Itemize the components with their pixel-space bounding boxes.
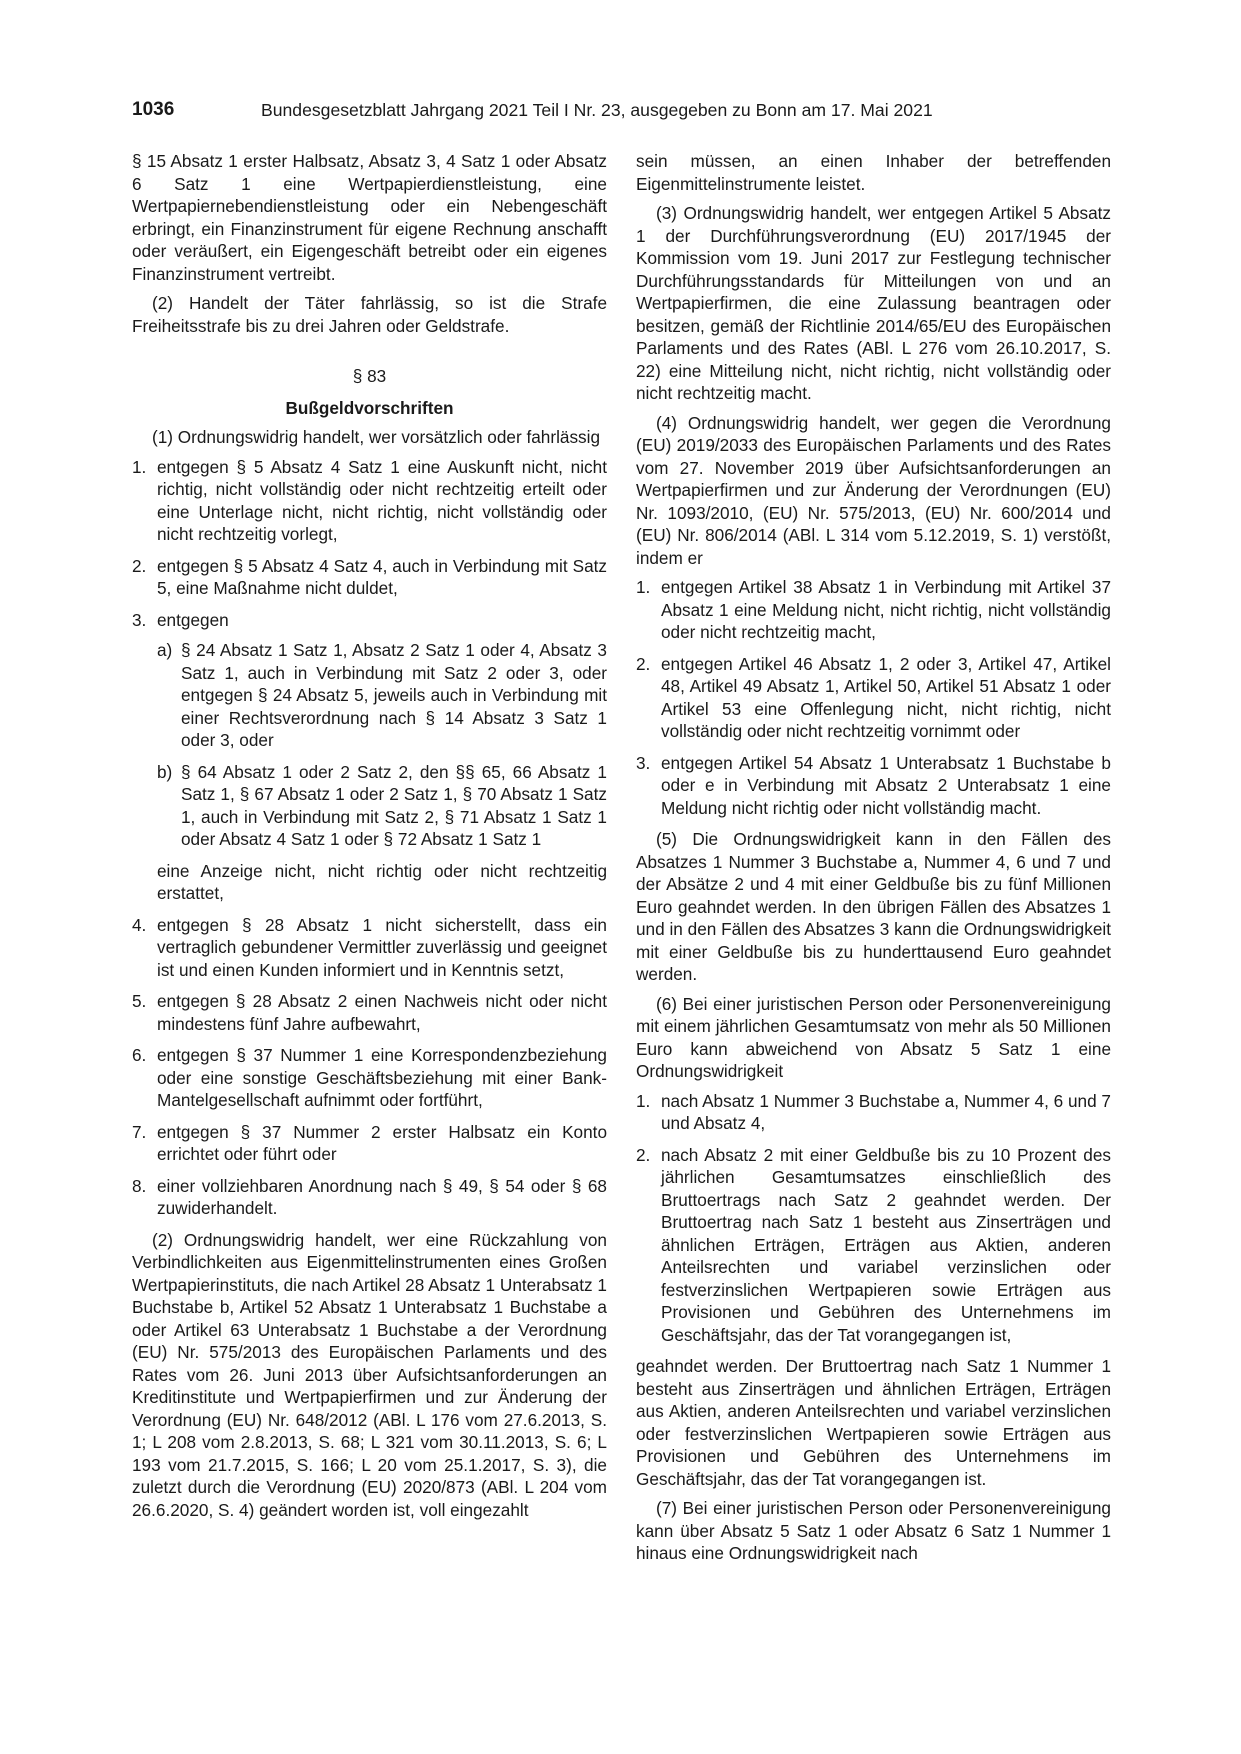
paragraph-abs3: (3) Ordnungswidrig handelt, wer entgegen Artikel 5 Absatz 1 der Durchführungsverordnung (EU) 2017/1945 der Kommission vom 19. Juni 2017 zur Festlegung technischer Durchführungsstandards für Mitteilungen von und an Wertpapierfirmen, die eine Zulassung beantragen oder besitzen, gemäß der Richtlinie 2014/65/EU des Europäischen Parlaments und des Rates (ABl. L 276 vom 26.10.2017, S. 22) eine Mitteilung nicht, nicht richtig, nicht vollständig oder nicht rechtzeitig macht.	[636, 203, 1111, 403]
paragraph-abs1: (1) Ordnungswidrig handelt, wer vorsätzlich oder fahrlässig	[152, 427, 601, 447]
right-column	[636, 150, 1111, 1572]
list-number: 5.	[132, 991, 147, 1011]
list-number: 1.	[636, 1090, 651, 1111]
list-number: 2.	[132, 555, 147, 576]
list-text: entgegen § 28 Absatz 1 nicht sicherstellt, dass ein vertraglich gebundener Vermittler zuverlässig und geeignet ist und einen Kunden informiert und in Kenntnis setzt,	[157, 914, 607, 980]
list-text: entgegen	[157, 609, 229, 630]
sub-list	[157, 639, 607, 851]
list-item	[132, 609, 607, 905]
paragraph-abs6-tail: geahndet werden. Der Bruttoertrag nach Satz 1 Nummer 1 besteht aus Zinserträgen und ähnlichen Erträgen, Erträgen aus Aktien, anderen Anteilsrechten und variabel verzinslichen oder festverzinslichen Wertpapieren sowie Erträgen aus Provisionen und Gebühren des Unternehmens im Geschäftsjahr, das der Tat vorangegangen ist.	[636, 1356, 1111, 1489]
list-number: 1.	[636, 577, 651, 597]
list-number: 2.	[636, 653, 651, 674]
list-text: entgegen § 5 Absatz 4 Satz 4, auch in Verbindung mit Satz 5, eine Maßnahme nicht duldet,	[157, 555, 607, 598]
list-text: entgegen § 28 Absatz 2 einen Nachweis nicht oder nicht mindestens fünf Jahre aufbewahrt,	[157, 991, 607, 1034]
list-text: entgegen Artikel 38 Absatz 1 in Verbindung mit Artikel 37 Absatz 1 eine Meldung nicht, nicht richtig, nicht vollständig oder nicht rechtzeitig macht,	[661, 577, 1111, 642]
abs4-list	[636, 576, 1111, 819]
list-item	[132, 1121, 607, 1166]
section-title: Bußgeldvorschriften	[285, 397, 454, 418]
list-text: nach Absatz 2 mit einer Geldbuße bis zu 10 Prozent des jährlichen Gesamtumsatzes einschließlich des Bruttoertrags nach Satz 2 geahndet werden. Der Bruttoertrag nach Satz 1 besteht aus Zinserträgen und ähnlichen Erträgen, Erträgen aus Aktien, anderen Anteilsrechten und variabel verzinslichen oder festverzinslichen Wertpapieren sowie Erträgen aus Provisionen und Gebühren des Unternehmens im Geschäftsjahr, das der Tat vorangegangen ist,	[661, 1144, 1111, 1345]
list-item	[636, 653, 1111, 743]
list-number: 2.	[636, 1144, 651, 1165]
paragraph-abs2-negligence: (2) Handelt der Täter fahrlässig, so ist die Strafe Freiheitsstrafe bis zu drei Jahren oder Geldstrafe.	[132, 293, 607, 336]
paragraph-abs5: (5) Die Ordnungswidrigkeit kann in den Fällen des Absatzes 1 Nummer 3 Buchstabe a, Nummer 4, 6 und 7 und der Absätze 2 und 4 mit einer Geldbuße bis zu fünf Millionen Euro geahndet werden. In den übrigen Fällen des Absatzes 1 und in den Fällen des Absatzes 3 kann die Ordnungswidrigkeit mit einer Geldbuße bis zu hunderttausend Euro geahndet werden.	[636, 829, 1111, 984]
page-number: 1036	[132, 99, 175, 120]
page-header	[132, 99, 1112, 129]
list-item	[132, 1044, 607, 1112]
sub-list-item	[157, 639, 607, 752]
sub-list-letter: a)	[157, 640, 173, 660]
list-text: entgegen § 37 Nummer 2 erster Halbsatz ein Konto errichtet oder führt oder	[157, 1121, 607, 1164]
left-column	[132, 150, 607, 1528]
list-item	[636, 752, 1111, 820]
list-number: 3.	[636, 752, 651, 773]
paragraph-abs4: (4) Ordnungswidrig handelt, wer gegen die Verordnung (EU) 2019/2033 des Europäischen Parlaments und des Rates vom 27. November 2019 über Aufsichtsanforderungen an Wertpapierfirmen und zur Änderung der Verordnungen (EU) Nr. 1093/2010, (EU) Nr. 575/2013, (EU) Nr. 600/2014 und (EU) Nr. 806/2014 (ABl. L 314 vom 5.12.2019, S. 1) verstößt, indem er	[636, 412, 1111, 568]
running-title: Bundesgesetzblatt Jahrgang 2021 Teil I Nr. 23, ausgegeben zu Bonn am 17. Mai 2021	[261, 100, 933, 120]
list-item	[636, 576, 1111, 644]
list-number: 8.	[132, 1175, 147, 1196]
list-text: entgegen § 37 Nummer 1 eine Korrespondenzbeziehung oder eine sonstige Geschäftsbeziehung mit einer Bank-Mantelgesellschaft aufnimmt oder fortführt,	[157, 1045, 607, 1110]
abs6-list	[636, 1090, 1111, 1347]
list-text: entgegen Artikel 46 Absatz 1, 2 oder 3, Artikel 47, Artikel 48, Artikel 49 Absatz 1, Artikel 50, Artikel 51 Absatz 1 oder Artikel 53 eine Offenlegung nicht, nicht richtig, nicht vollständig oder nicht rechtzeitig vornimmt oder	[661, 653, 1111, 741]
paragraph-abs2: (2) Ordnungswidrig handelt, wer eine Rückzahlung von Verbindlichkeiten aus Eigenmittelinstrumenten eines Großen Wertpapierinstituts, die nach Artikel 28 Absatz 1 Unterabsatz 1 Buchstabe b, Artikel 52 Absatz 1 Unterabsatz 1 Buchstabe a oder Artikel 63 Unterabsatz 1 Buchstabe a der Verordnung (EU) Nr. 575/2013 des Europäischen Parlaments und des Rates vom 26. Juni 2013 über Aufsichtsanforderungen an Kreditinstitute und Wertpapierfirmen und zur Änderung der Verordnung (EU) Nr. 648/2012 (ABl. L 176 vom 27.6.2013, S. 1; L 208 vom 2.8.2013, S. 68; L 321 vom 30.11.2013, S. 6; L 193 vom 21.7.2015, S. 166; L 20 vom 25.1.2017, S. 3), die zuletzt durch die Verordnung (EU) 2020/873 (ABl. L 204 vom 26.6.2020, S. 4) geändert worden ist, voll eingezahlt	[132, 1229, 607, 1520]
paragraph-continuation: § 15 Absatz 1 erster Halbsatz, Absatz 3, 4 Satz 1 oder Absatz 6 Satz 1 eine Wertpapierdienstleistung, eine Wertpapiernebendienstleistung oder ein Nebengeschäft erbringt, ein Finanzinstrument für eigene Rechnung anschafft oder veräußert, ein Eigengeschäft betreibt oder ein eigenes Finanzinstrument vertreibt.	[132, 151, 607, 284]
section-number: § 83	[352, 366, 387, 386]
sub-list-letter: b)	[157, 761, 173, 782]
paragraph-continuation: sein müssen, an einen Inhaber der betreffenden Eigenmittelinstrumente leistet.	[636, 151, 1111, 194]
list-item	[636, 1144, 1111, 1347]
list-item-tail: eine Anzeige nicht, nicht richtig oder nicht rechtzeitig erstattet,	[157, 860, 607, 903]
list-item	[132, 555, 607, 600]
list-text: entgegen Artikel 54 Absatz 1 Unterabsatz 1 Buchstabe b oder e in Verbindung mit Absatz 2 Unterabsatz 1 eine Meldung nicht richtig oder nicht vollständig macht.	[661, 752, 1111, 818]
list-text: einer vollziehbaren Anordnung nach § 49, § 54 oder § 68 zuwiderhandelt.	[157, 1175, 607, 1218]
list-number: 1.	[132, 456, 147, 477]
list-number: 3.	[132, 609, 147, 630]
paragraph-abs7: (7) Bei einer juristischen Person oder Personenvereinigung kann über Absatz 5 Satz 1 oder Absatz 6 Satz 1 Nummer 1 hinaus eine Ordnungswidrigkeit nach	[636, 1498, 1111, 1563]
list-text: entgegen § 5 Absatz 4 Satz 1 eine Auskunft nicht, nicht richtig, nicht vollständig oder nicht rechtzeitig erteilt oder eine Unterlage nicht, nicht richtig, nicht vollständig oder nicht rechtzeitig vorlegt,	[157, 456, 607, 544]
list-number: 4.	[132, 914, 147, 935]
paragraph-abs6: (6) Bei einer juristischen Person oder Personenvereinigung mit einem jährlichen Gesamtumsatz von mehr als 50 Millionen Euro kann abweichend von Absatz 5 Satz 1 eine Ordnungswidrigkeit	[636, 993, 1111, 1081]
list-number: 6.	[132, 1045, 147, 1065]
list-item	[132, 1175, 607, 1220]
list-text: nach Absatz 1 Nummer 3 Buchstabe a, Nummer 4, 6 und 7 und Absatz 4,	[661, 1090, 1111, 1133]
offence-list	[132, 456, 607, 1220]
sub-list-text: § 24 Absatz 1 Satz 1, Absatz 2 Satz 1 oder 4, Absatz 3 Satz 1, auch in Verbindung mit Satz 2 oder 3, oder entgegen § 24 Absatz 5, jeweils auch in Verbindung mit einer Rechtsverordnung nach § 14 Absatz 3 Satz 1 oder 3, oder	[181, 640, 607, 750]
sub-list-item	[157, 761, 607, 851]
list-item	[132, 990, 607, 1035]
sub-list-text: § 64 Absatz 1 oder 2 Satz 2, den §§ 65, 66 Absatz 1 Satz 1, § 67 Absatz 1 oder 2 Satz 1, § 70 Absatz 1 Satz 1, auch in Verbindung mit Satz 2, § 71 Absatz 1 Satz 1 oder Absatz 4 Satz 1 oder § 72 Absatz 1 Satz 1	[181, 761, 607, 849]
list-item	[132, 456, 607, 546]
list-item	[636, 1090, 1111, 1135]
list-number: 7.	[132, 1121, 147, 1142]
list-item	[132, 914, 607, 982]
